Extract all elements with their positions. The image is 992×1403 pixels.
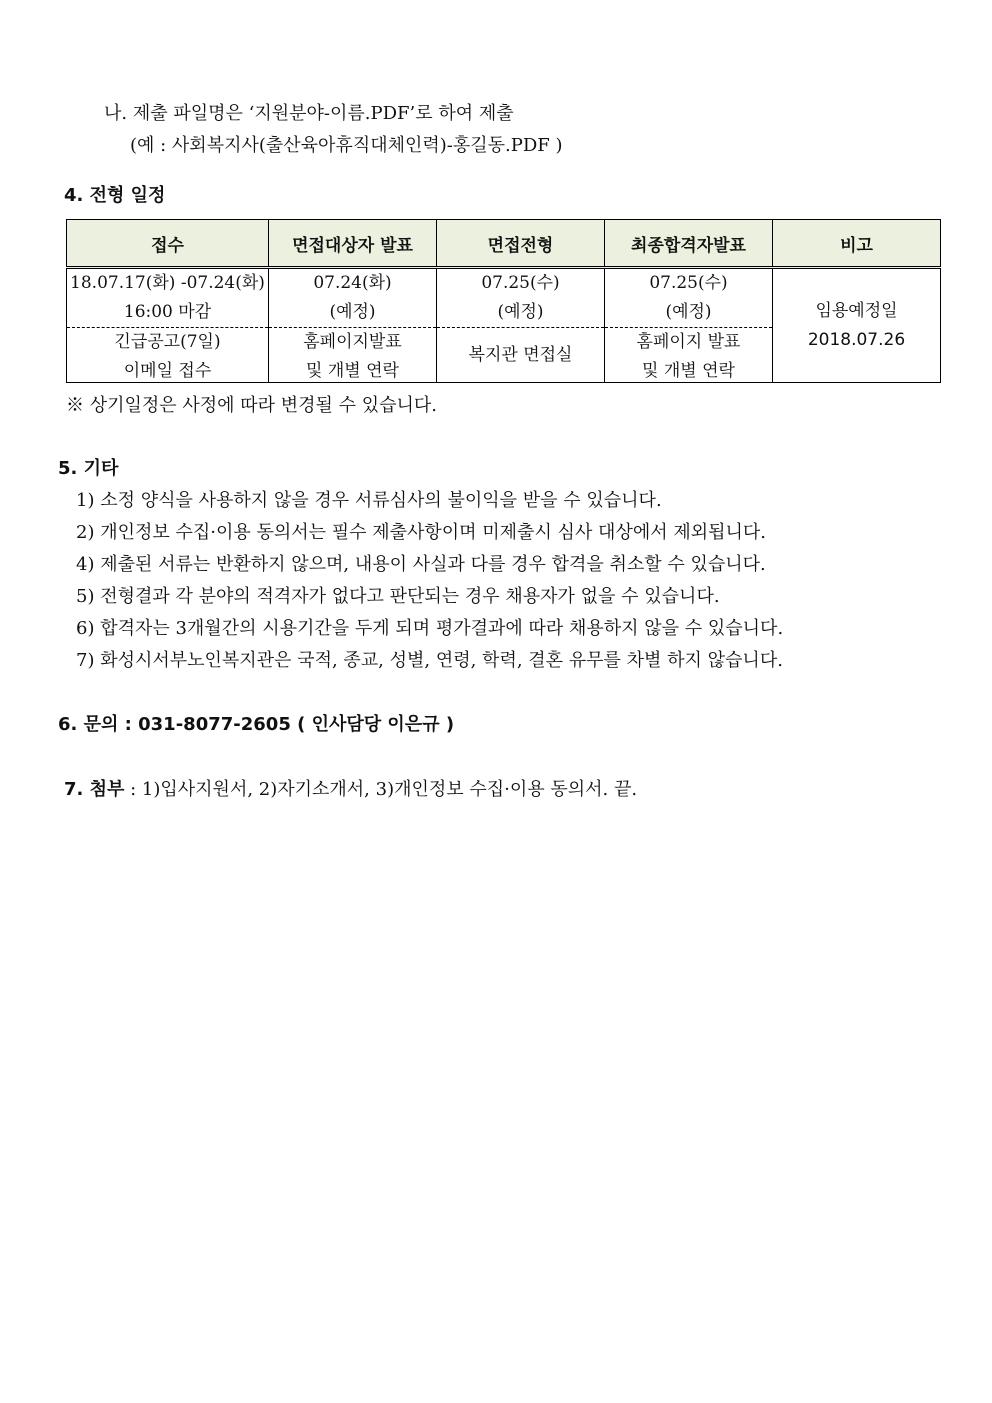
final-announcement-date: 07.25(수): [649, 273, 728, 293]
etc-item: 7) 화성시서부노인복지관은 국적, 종교, 성별, 연령, 학력, 결혼 유무를 차별 하지 않습니다.: [76, 650, 783, 671]
schedule-footnote: ※ 상기일정은 사정에 따라 변경될 수 있습니다.: [66, 395, 438, 416]
interview-announcement-tentative: (예정): [329, 302, 376, 322]
interview-date: 07.25(수): [481, 273, 560, 293]
reception-notice: 긴급공고(7일): [114, 332, 221, 352]
section-5-title: 5. 기타: [58, 458, 119, 479]
interview-announcement-cell: [269, 268, 437, 383]
interview-announcement-date: 07.24(화): [313, 273, 392, 293]
etc-item: 2) 개인정보 수집·이용 동의서는 필수 제출사항이며 미제출시 심사 대상에서 제외됩니다.: [76, 522, 766, 543]
attachments-list: : 1)입사지원서, 2)자기소개서, 3)개인정보 수집·이용 동의서. 끝.: [124, 779, 638, 800]
interview-announcement-contact: 및 개별 연락: [306, 361, 399, 381]
reception-deadline: 16:00 마감: [123, 302, 212, 322]
schedule-header-row: [67, 220, 941, 268]
attachments-label: 7. 첨부: [64, 779, 125, 800]
reception-cell: [67, 268, 269, 383]
appointment-date: 2018.07.26: [807, 329, 906, 350]
remarks-cell: [773, 268, 941, 383]
final-announcement-method: 홈페이지 발표: [636, 332, 741, 352]
schedule-table: [66, 219, 941, 383]
header-final-announcement: 최종합격자발표: [605, 220, 773, 268]
final-announcement-tentative: (예정): [665, 302, 712, 322]
interview-location: 복지관 면접실: [468, 344, 573, 365]
section-4-title: 4. 전형 일정: [64, 185, 166, 206]
header-interview: 면접전형: [437, 220, 605, 268]
submission-filename-rule: 나. 제출 파일명은 ‘지원분야-이름.PDF’로 하여 제출: [104, 103, 514, 124]
header-interview-announcement: 면접대상자 발표: [269, 220, 437, 268]
submission-filename-example: (예 : 사회복지사(출산육아휴직대체인력)-홍길동.PDF ): [130, 135, 563, 156]
schedule-row: [67, 268, 941, 383]
reception-method: 이메일 접수: [123, 361, 212, 381]
header-remarks: 비고: [773, 220, 941, 268]
header-reception: 접수: [67, 220, 269, 268]
appointment-label: 임용예정일: [815, 300, 898, 321]
interview-cell: [437, 268, 605, 383]
etc-item: 5) 전형결과 각 분야의 적격자가 없다고 판단되는 경우 채용자가 없을 수 있습니다.: [76, 586, 720, 607]
contact-line: 6. 문의 : 031-8077-2605 ( 인사담당 이은규 ): [58, 714, 455, 735]
final-announcement-cell: [605, 268, 773, 383]
interview-announcement-method: 홈페이지발표: [303, 332, 402, 352]
final-announcement-contact: 및 개별 연락: [642, 361, 735, 381]
etc-item: 6) 합격자는 3개월간의 시용기간을 두게 되며 평가결과에 따라 채용하지 않을 수 있습니다.: [76, 618, 784, 639]
reception-period: 18.07.17(화) -07.24(화): [70, 273, 265, 293]
etc-item: 4) 제출된 서류는 반환하지 않으며, 내용이 사실과 다를 경우 합격을 취소할 수 있습니다.: [76, 554, 766, 575]
interview-tentative: (예정): [497, 302, 544, 322]
etc-item: 1) 소정 양식을 사용하지 않을 경우 서류심사의 불이익을 받을 수 있습니다.: [76, 490, 662, 511]
attachments-line: [64, 779, 637, 801]
